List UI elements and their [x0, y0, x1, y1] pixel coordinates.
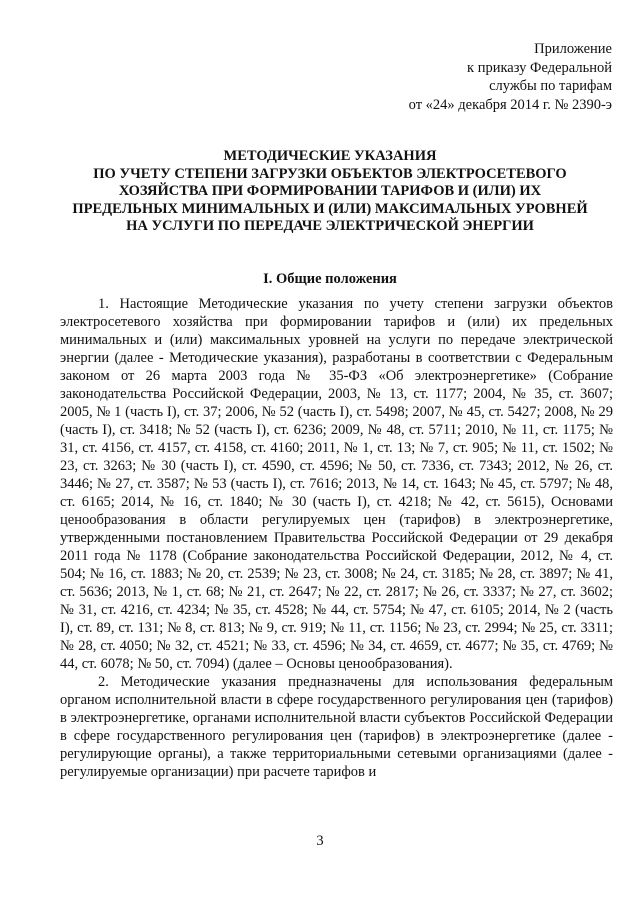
title-line: ХОЗЯЙСТВА ПРИ ФОРМИРОВАНИИ ТАРИФОВ И (ИЛИ) ИХ	[118, 183, 542, 199]
body-text	[60, 295, 613, 781]
appendix-line: к приказу Федеральной	[467, 59, 612, 76]
title-line: НА УСЛУГИ ПО ПЕРЕДАЧЕ ЭЛЕКТРИЧЕСКОЙ ЭНЕРГИИ	[126, 218, 534, 234]
title-line: МЕТОДИЧЕСКИЕ УКАЗАНИЯ	[223, 148, 437, 164]
section-heading: I. Общие положения	[263, 271, 397, 287]
paragraph-2: 2. Методические указания предназначены для использования федеральным органом исполнительной власти в сфере государственного регулирования цен (тарифов) в электроэнергетике, органами исполнительной власти субъектов Российской Федерации в сфере государственного регулирования цен (тарифов) в электроэнергетике (далее - регулирующие органы), а также территориальными сетевыми организациями (далее - регулируемые организации) при расчете тарифов и	[60, 674, 613, 780]
page-number: 3	[316, 833, 324, 849]
paragraph-1: 1. Настоящие Методические указания по учету степени загрузки объектов электросетевого хозяйства при формировании тарифов и (или) их предельных минимальных и (или) максимальных уровней на услуги по передаче электрической энергии (далее - Методические указания), разработаны в соответствии с Федеральным законом от 26 марта 2003 года № 35-ФЗ «Об электроэнергетике» (Собрание законодательства Российской Федерации, 2003, № 13, ст. 1177; 2004, № 35, ст. 3607; 2005, № 1 (часть I), ст. 37; 2006, № 52 (часть I), ст. 5498; 2007, № 45, ст. 5427; 2008, № 29 (часть I), ст. 3418; № 52 (часть I), ст. 6236; 2009, № 48, ст. 5711; 2010, № 11, ст. 1175; № 31, ст. 4156, ст. 4157, ст. 4158, ст. 4160; 2011, № 1, ст. 13; № 7, ст. 905; № 11, ст. 1502; № 23, ст. 3263; № 30 (часть I), ст. 4590, ст. 4596; № 50, ст. 7336, ст. 7343; 2012, № 26, ст. 3446; № 27, ст. 3587; № 53 (часть I), ст. 7616; 2013, № 14, ст. 1643; № 45, ст. 5797; № 48, ст. 6165; 2014, № 16, ст. 1840; № 30 (часть I), ст. 4218; № 42, ст. 5615), Основами ценообразования в области регулируемых цен (тарифов) в электроэнергетике, утвержденными постановлением Правительства Российской Федерации от 29 декабря 2011 года № 1178 (Собрание законодательства Российской Федерации, 2012, № 4, ст. 504; № 16, ст. 1883; № 20, ст. 2539; № 23, ст. 3008; № 24, ст. 3185; № 28, ст. 3897; № 41, ст. 5636; 2013, № 1, ст. 68; № 21, ст. 2647; № 22, ст. 2817; № 26, ст. 3337; № 27, ст. 3602; № 31, ст. 4216, ст. 4234; № 35, ст. 4528; № 44, ст. 5754; № 47, ст. 6105; 2014, № 2 (часть I), ст. 89, ст. 131; № 8, ст. 813; № 9, ст. 919; № 11, ст. 1156; № 23, ст. 2994; № 25, ст. 3311; № 28, ст. 4050; № 32, ст. 4521; № 33, ст. 4596; № 34, ст. 4659, ст. 4677; № 35, ст. 4769; № 44, ст. 6078; № 50, ст. 7094) (далее – Основы ценообразования).	[60, 296, 613, 672]
appendix-block	[409, 40, 612, 114]
document-title	[60, 148, 600, 236]
appendix-line: Приложение	[534, 41, 612, 57]
title-line: ПРЕДЕЛЬНЫХ МИНИМАЛЬНЫХ И (ИЛИ) МАКСИМАЛЬНЫХ УРОВНЕЙ	[72, 200, 588, 217]
appendix-line: службы по тарифам	[489, 78, 612, 94]
appendix-line: от «24» декабря 2014 г. № 2390-э	[408, 96, 612, 113]
title-line: ПО УЧЕТУ СТЕПЕНИ ЗАГРУЗКИ ОБЪЕКТОВ ЭЛЕКТРОСЕТЕВОГО	[93, 165, 567, 182]
